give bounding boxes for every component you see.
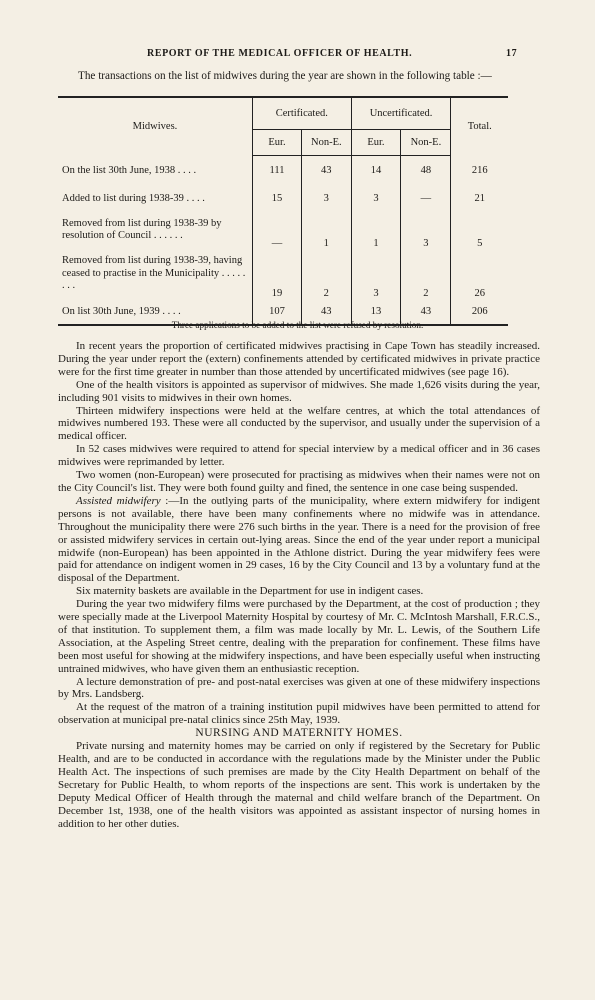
cell-total: 21 xyxy=(451,185,508,211)
body-text xyxy=(58,340,540,830)
row-label: Added to list during 1938-39 . . . . xyxy=(62,192,205,204)
cell-cert-eur: — xyxy=(252,211,301,249)
cell-total: 206 xyxy=(451,299,508,325)
section-heading: NURSING AND MATERNITY HOMES. xyxy=(195,727,403,740)
cell-uncert-non-e: 48 xyxy=(401,155,451,185)
row-label: On the list 30th June, 1938 . . . . xyxy=(62,164,197,176)
sub-eur-cert: Eur. xyxy=(252,129,301,155)
cell-cert-eur: 15 xyxy=(252,185,301,211)
page-number: 17 xyxy=(506,48,518,59)
cell-uncert-eur: 14 xyxy=(351,155,401,185)
cell-uncert-eur: 13 xyxy=(351,299,401,325)
cell-cert-non-e: 2 xyxy=(302,249,352,299)
cell-uncert-non-e: 2 xyxy=(401,249,451,299)
cell-cert-eur: 107 xyxy=(252,299,301,325)
row-label: On list 30th June, 1939 . . . . xyxy=(62,306,181,317)
cell-total: 26 xyxy=(451,249,508,299)
paragraph: During the year two midwifery films were purchased by the Department, at the cost of production ; they were specially made at the Liverpool Maternity Hospital by courtesy of Mr. C. McIntosh Marshall, F.R.C.S., of that institution. To supplement them, a film was made locally by Mr. L. Lewis, of the Southern Life Association, at the Aspeling Street centre, dealing with the preparation for confinement. These films have been most useful for showing at the midwifery inspections, and have been especially useful when instructing untrained midwives, who have given them an enthusiastic reception. xyxy=(58,598,540,675)
table-note: Three applications to be added to the list were refused by resolution. xyxy=(171,320,424,330)
cell-total: 5 xyxy=(451,211,508,249)
cell-cert-eur: 111 xyxy=(252,155,301,185)
paragraph: A lecture demonstration of pre- and post-natal exercises was given at one of these midwifery inspections by Mrs. Landsberg. xyxy=(58,675,540,701)
sub-non-e-uncert: Non-E. xyxy=(401,129,451,155)
paragraph: One of the health visitors is appointed as supervisor of midwives. She made 1,626 visits during the year, including 901 visits to midwives in their own homes. xyxy=(58,378,540,404)
table-intro: The transactions on the list of midwives during the year are shown in the following table :— xyxy=(78,70,492,82)
cell-uncert-eur: 3 xyxy=(351,185,401,211)
cell-cert-eur: 19 xyxy=(252,249,301,299)
cell-cert-non-e: 3 xyxy=(302,185,352,211)
paragraph-lead: Assisted midwifery xyxy=(76,494,161,507)
row-label: Removed from list during 1938-39, having ceased to practise in the Municipality . . . . . . . . xyxy=(62,255,246,292)
sub-non-e-cert: Non-E. xyxy=(302,129,352,155)
paragraph: In 52 cases midwives were required to attend for special interview by a medical officer and in 36 cases midwives were reprimanded by letter. xyxy=(58,443,540,469)
cell-uncert-non-e: — xyxy=(401,185,451,211)
row-label: Removed from list during 1938-39 by resolution of Council . . . . . . xyxy=(62,217,222,241)
col-midwives: Midwives. xyxy=(132,121,178,132)
table-row xyxy=(58,155,508,185)
paragraph: Thirteen midwifery inspections were held at the welfare centres, at which the total attendances of midwives numbered 193. These were all conducted by the supervisor, and usually under the supervision of a medical officer. xyxy=(58,404,540,443)
paragraph: Two women (non-European) were prosecuted for practising as midwives when their names were not on the City Council's list. They were both found guilty and fined, the sentence in one case being suspended. xyxy=(58,469,540,494)
sub-eur-uncert: Eur. xyxy=(351,129,401,155)
table-row xyxy=(58,249,508,299)
midwives-table xyxy=(58,96,508,326)
cell-uncert-non-e: 3 xyxy=(401,211,451,249)
cell-total: 216 xyxy=(451,155,508,185)
col-certificated: Certificated. xyxy=(252,97,351,129)
col-total: Total. xyxy=(451,97,508,155)
col-uncertificated: Uncertificated. xyxy=(351,97,451,129)
header-title: REPORT OF THE MEDICAL OFFICER OF HEALTH. xyxy=(147,48,413,59)
cell-cert-non-e: 43 xyxy=(302,155,352,185)
paragraph-text: :—In the outlying parts of the municipality, where extern midwifery for indigent persons is not available, there have been many confinements where no midwife was in attendance. Throughout the municipality there were 276 such births in the year. There is a need for the provision of free or assisted midwifery services in certain out-lying areas. Since the end of the year under report a municipal midwife (non-European) has been appointed in the Athlone district. During the year midwifery fees were paid for attendance on indigent women in 29 cases, 16 by the City Council and 13 by a voluntary fund at the disposal of the Department. xyxy=(58,494,540,585)
cell-uncert-non-e: 43 xyxy=(401,299,451,325)
paragraph: Private nursing and maternity homes may be carried on only if registered by the Secretary for Public Health, and are to be conducted in accordance with the regulations made by the Minister under the Public Health Act. The inspections of such premises are made by the City Health Department on behalf of the Secretary for Public Health, to whom reports of the inspections are sent. This work is undertaken by the Deputy Medical Officer of Health through the maternal and child welfare branch of the Department. On December 1st, 1938, one of the health visitors was appointed as assistant inspector of nursing homes in addition to her other duties. xyxy=(58,740,540,830)
cell-uncert-eur: 1 xyxy=(351,211,401,249)
cell-uncert-eur: 3 xyxy=(351,249,401,299)
cell-cert-non-e: 43 xyxy=(302,299,352,325)
paragraph: At the request of the matron of a training institution pupil midwives have been permitted to attend for observation at municipal pre-natal clinics since 25th May, 1939. xyxy=(58,701,540,727)
paragraph xyxy=(58,495,540,585)
paragraph: Six maternity baskets are available in the Department for use in indigent cases. xyxy=(76,585,424,598)
table-row xyxy=(58,211,508,249)
cell-cert-non-e: 1 xyxy=(302,211,352,249)
paragraph: In recent years the proportion of certificated midwives practising in Cape Town has steadily increased. During the year under report the (extern) confinements attended by certificated midwives in private practice were for the first time greater in number than those attended by uncertificated midwives (see page 16). xyxy=(58,340,540,378)
table-row xyxy=(58,185,508,211)
